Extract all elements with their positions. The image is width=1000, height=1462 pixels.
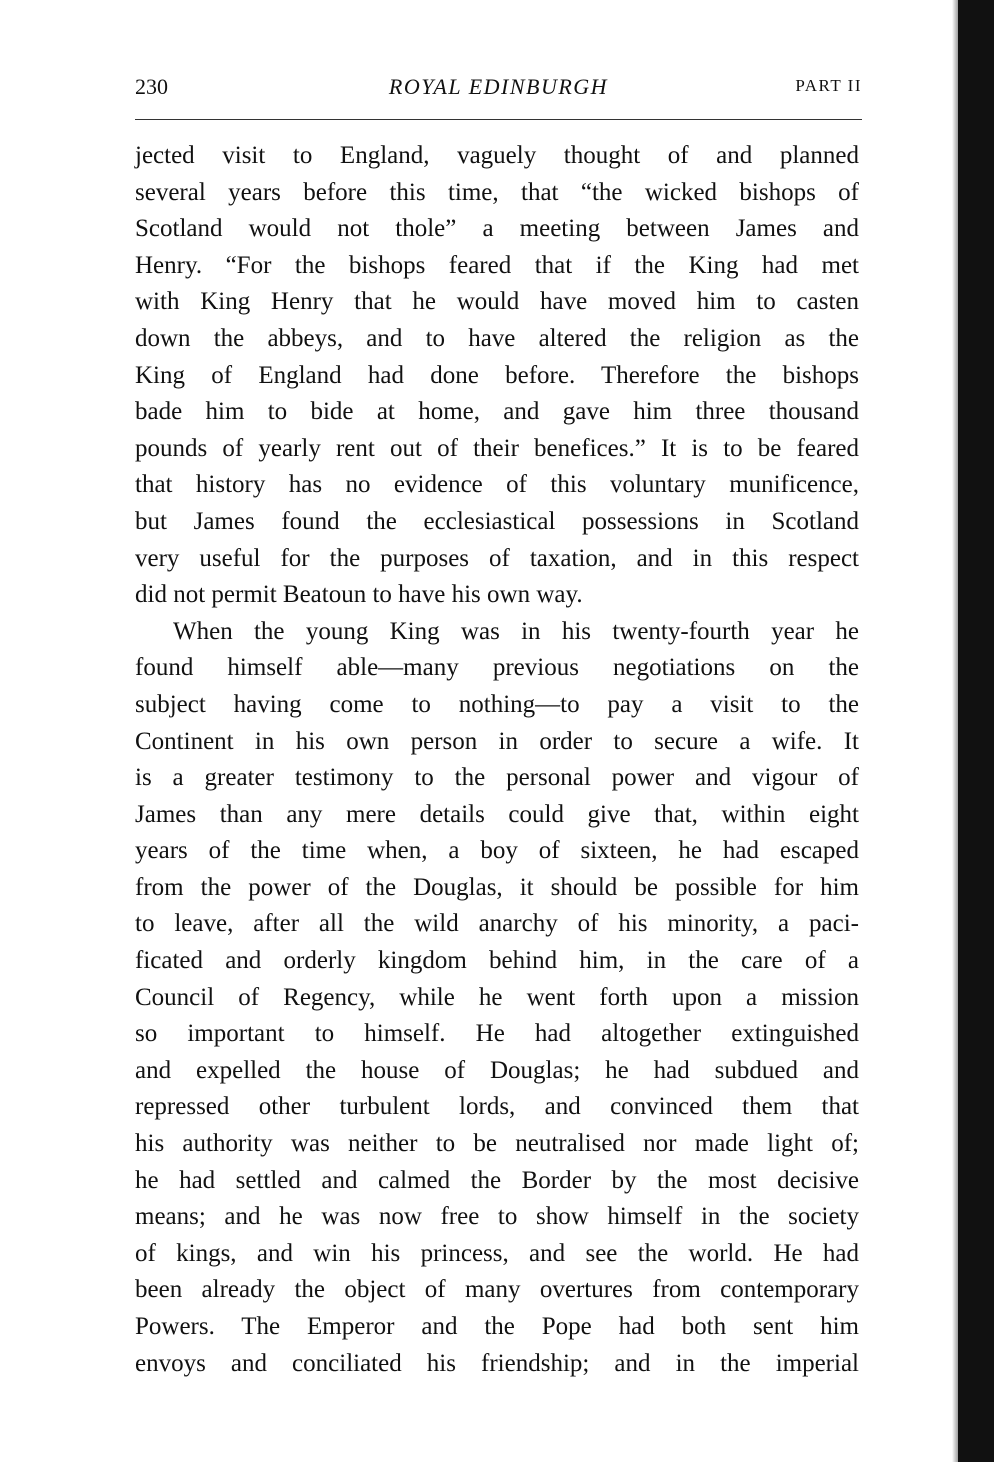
text-line: of kings, and win his princess, and see the world. He had [135, 1239, 859, 1267]
text-line: James than any mere details could give that, within eight [135, 800, 859, 828]
text-line: several years before this time, that “the wicked bishops of [135, 178, 859, 206]
text-line: ficated and orderly kingdom behind him, in the care of a [135, 947, 859, 975]
text-line: from the power of the Douglas, it should be possible for him [135, 873, 859, 901]
text-line: Scotland would not thole” a meeting between James and [135, 215, 859, 243]
text-line: very useful for the purposes of taxation, and in this respect [135, 544, 859, 572]
text-line: did not permit Beatoun to have his own way. [135, 581, 583, 609]
text-line: is a greater testimony to the personal power and vigour of [135, 764, 859, 792]
page-number: 230 [135, 74, 168, 99]
running-title: ROYAL EDINBURGH [388, 74, 609, 99]
text-line: and expelled the house of Douglas; he had subdued and [135, 1056, 859, 1084]
text-line: means; and he was now free to show himself in the society [135, 1203, 859, 1231]
part-label: PART II [795, 76, 862, 95]
text-line: but James found the ecclesiastical possessions in Scotland [135, 507, 859, 535]
text-line: with King Henry that he would have moved him to casten [135, 288, 859, 316]
text-line: Henry. “For the bishops feared that if the King had met [135, 251, 859, 279]
text-line: down the abbeys, and to have altered the religion as the [135, 324, 859, 352]
header-rule [135, 119, 862, 120]
scan-binding-edge [958, 0, 994, 1462]
text-line: to leave, after all the wild anarchy of his minority, a paci- [135, 910, 859, 938]
text-line: so important to himself. He had altogether extinguished [135, 1020, 859, 1048]
text-line: that history has no evidence of this voluntary munificence, [135, 471, 859, 499]
text-line: Council of Regency, while he went forth upon a mission [135, 983, 859, 1011]
text-line: his authority was neither to be neutralised nor made light of; [135, 1130, 859, 1158]
text-line: repressed other turbulent lords, and convinced them that [135, 1093, 859, 1121]
text-line: Continent in his own person in order to secure a wife. It [135, 727, 859, 755]
text-line: been already the object of many overtures from contemporary [135, 1276, 859, 1304]
text-line: envoys and conciliated his friendship; and in the imperial [135, 1349, 859, 1377]
text-line: jected visit to England, vaguely thought of and planned [135, 142, 859, 169]
text-line: found himself able—many previous negotiations on the [135, 654, 859, 682]
text-line: King of England had done before. Therefore the bishops [135, 361, 859, 389]
text-line: When the young King was in his twenty-fourth year he [173, 617, 859, 645]
text-line: bade him to bide at home, and gave him three thousand [135, 398, 859, 426]
running-header [135, 74, 862, 110]
text-line: pounds of yearly rent out of their benefices.” It is to be feared [135, 434, 859, 462]
text-line: Powers. The Emperor and the Pope had both sent him [135, 1313, 859, 1340]
text-line: subject having come to nothing—to pay a visit to the [135, 690, 859, 718]
text-line: years of the time when, a boy of sixteen, he had escaped [135, 837, 859, 865]
body-text [135, 138, 859, 1382]
text-line: he had settled and calmed the Border by the most decisive [135, 1166, 859, 1194]
